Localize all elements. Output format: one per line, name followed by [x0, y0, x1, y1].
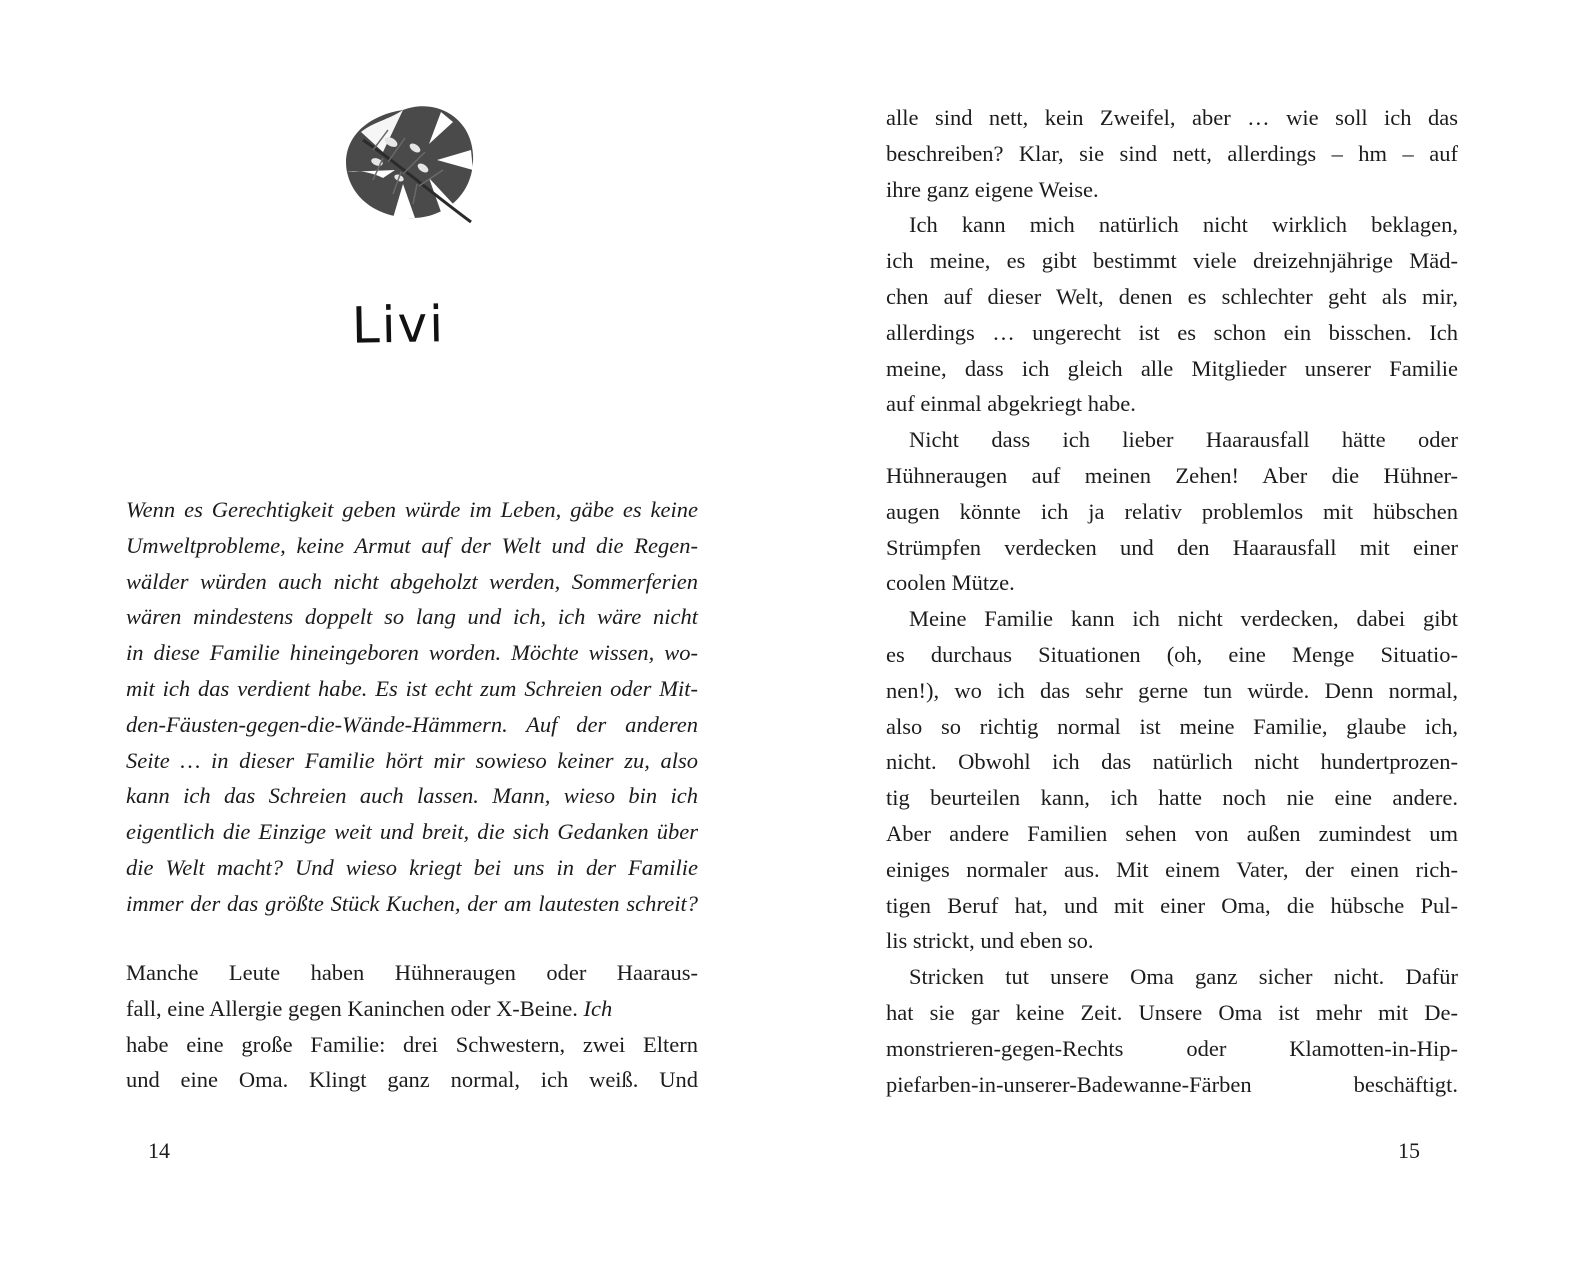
chapter-title: Livi [351, 295, 446, 355]
text-line: Umweltprobleme, keine Armut auf der Welt und die Regen- [126, 532, 698, 558]
text-line: Hühneraugen auf meinen Zehen! Aber die Hühner- [886, 462, 1458, 488]
text-line: Nicht dass ich lieber Haarausfall hätte oder [909, 427, 1458, 453]
text-line: Strümpfen verdecken und den Haarausfall mit einer [886, 534, 1458, 560]
text-line: nen!), wo ich das sehr gerne tun würde. Denn normal, [886, 677, 1458, 703]
page-number: 14 [148, 1138, 170, 1163]
text-line: einiges normaler aus. Mit einem Vater, der einen rich- [886, 856, 1458, 882]
text-line: alle sind nett, kein Zweifel, aber … wie soll ich das [886, 105, 1458, 130]
text-line: Seite … in dieser Familie hört mir sowieso keiner zu, also [126, 747, 698, 773]
text-line: augen könnte ich ja relativ problemlos mit hübschen [886, 498, 1458, 524]
text-line: chen auf dieser Welt, denen es schlechter geht als mir, [886, 283, 1458, 309]
text-line: eigentlich die Einzige weit und breit, die sich Gedanken über [126, 819, 698, 845]
text-line: auf einmal abgekriegt habe. [886, 391, 1136, 417]
text-line: meine, dass ich gleich alle Mitglieder unserer Familie [886, 355, 1458, 381]
text-line: Stricken tut unsere Oma ganz sicher nicht. Dafür [909, 964, 1458, 990]
text-line: nicht. Obwohl ich das natürlich nicht hundertprozen- [886, 749, 1458, 775]
text-line: lis strickt, und eben so. [886, 928, 1094, 954]
text-line: Ich kann mich natürlich nicht wirklich beklagen, [909, 212, 1458, 238]
body-text [126, 955, 698, 1098]
text-line: tigen Beruf hat, und mit einer Oma, die hübsche Pul- [886, 892, 1458, 918]
text-line: es durchaus Situationen (oh, eine Menge Situatio- [886, 641, 1458, 667]
text-line: Meine Familie kann ich nicht verdecken, dabei gibt [909, 606, 1458, 632]
text-line: allerdings … ungerecht ist es schon ein bisschen. Ich [886, 319, 1458, 345]
text-line: habe eine große Familie: drei Schwestern, zwei Eltern [126, 1031, 698, 1057]
text-line: Aber andere Familien sehen von außen zumindest um [886, 820, 1458, 846]
text-line: monstrieren-gegen-Rechts oder Klamotten-in-Hip- [886, 1035, 1458, 1061]
body-text [886, 100, 1458, 1102]
text-line: kann ich das Schreien auch lassen. Mann, wieso bin ich [126, 783, 698, 809]
text-line [126, 991, 698, 1027]
right-page [797, 0, 1594, 1270]
monstera-leaf-icon [333, 100, 478, 230]
text-line: Wenn es Gerechtigkeit geben würde im Leben, gäbe es keine [126, 497, 698, 522]
text-line: den-Fäusten-gegen-die-Wände-Hämmern. Auf der anderen [126, 711, 698, 737]
text-line: immer der das größte Stück Kuchen, der am lautesten schreit? [126, 890, 698, 916]
text-line: tig beurteilen kann, ich hatte noch nie eine andere. [886, 785, 1458, 811]
text-line: piefarben-in-unserer-Badewanne-Färben beschäftigt. [886, 1071, 1458, 1097]
text-line: ich meine, es gibt bestimmt viele dreizehnjährige Mäd- [886, 248, 1458, 274]
text-line: die Welt macht? Und wieso kriegt bei uns in der Familie [126, 854, 698, 880]
text-line: coolen Mütze. [886, 570, 1015, 596]
text-line: und eine Oma. Klingt ganz normal, ich weiß. Und [126, 1067, 698, 1093]
text-line: wären mindestens doppelt so lang und ich, ich wäre nicht [126, 604, 698, 630]
text-line: Manche Leute haben Hühneraugen oder Haaraus- [126, 960, 698, 985]
chapter-intro [126, 492, 698, 922]
text-line: mit ich das verdient habe. Es ist echt zum Schreien oder Mit- [126, 675, 698, 701]
text-line: ihre ganz eigene Weise. [886, 176, 1099, 202]
text-line: in diese Familie hineingeboren worden. Möchte wissen, wo- [126, 640, 698, 666]
emphasis: Ich [583, 995, 613, 1021]
text-segment: fall, eine Allergie gegen Kaninchen oder X-Beine. [126, 995, 584, 1021]
text-line: wälder würden auch nicht abgeholzt werden, Sommerferien [126, 568, 698, 594]
text-line: also so richtig normal ist meine Familie, glaube ich, [886, 713, 1458, 739]
text-line: hat sie gar keine Zeit. Unsere Oma ist mehr mit De- [886, 999, 1458, 1025]
page-number: 15 [1398, 1138, 1420, 1163]
text-line: beschreiben? Klar, sie sind nett, allerdings – hm – auf [886, 140, 1458, 166]
